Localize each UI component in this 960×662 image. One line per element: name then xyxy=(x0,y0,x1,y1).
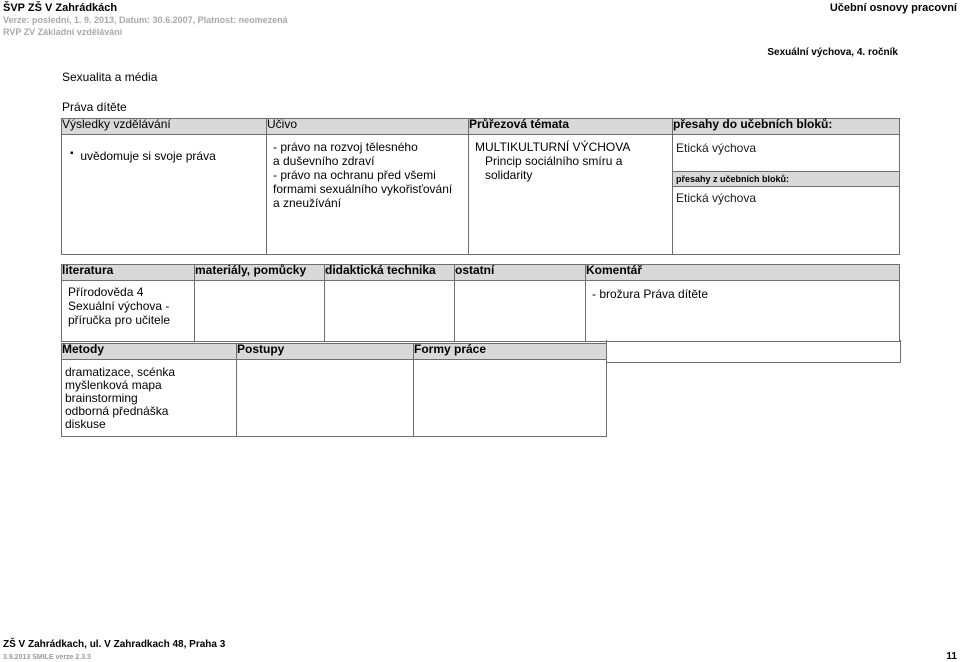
materials-cell xyxy=(195,281,325,342)
literature-line: příručka pro učitele xyxy=(68,313,171,327)
header-materials: materiály, pomůcky xyxy=(195,265,325,281)
work-forms-cell xyxy=(414,360,607,437)
header-outcomes: Výsledky vzdělávání xyxy=(62,119,267,135)
document-title: ŠVP ZŠ V Zahrádkách xyxy=(3,2,118,14)
header-overlaps-from: přesahy z učebních bloků: xyxy=(673,171,899,187)
bullet-icon: ▪ xyxy=(70,148,74,159)
outcome-cell xyxy=(62,135,267,255)
methods-cell xyxy=(62,360,237,437)
curriculum-cell xyxy=(267,135,469,255)
method-item: odborná přednáška xyxy=(65,404,169,418)
header-work-forms: Formy práce xyxy=(414,344,607,360)
header-literature: literatura xyxy=(62,265,195,281)
method-item: dramatizace, scénka xyxy=(65,365,176,379)
outcome-text: uvědomuje si svoje práva xyxy=(80,149,216,163)
method-item: brainstorming xyxy=(65,391,138,405)
topic-title: Práva dítěte xyxy=(62,100,127,114)
subject-grade: Sexuální výchova, 4. ročník xyxy=(767,47,898,58)
header-overlaps-to: přesahy do učebních bloků: xyxy=(673,119,900,135)
overlap-from-link[interactable]: Etická výchova xyxy=(676,191,757,205)
method-item: diskuse xyxy=(65,417,106,431)
curriculum-line: - právo na rozvoj tělesného xyxy=(273,140,418,154)
method-item: myšlenková mapa xyxy=(65,378,162,392)
comment-cell-extension xyxy=(606,340,901,363)
methods-table xyxy=(61,343,607,437)
section-title: Sexualita a média xyxy=(62,70,158,84)
cross-topics-cell xyxy=(469,135,673,255)
curriculum-line: a zneužívání xyxy=(273,196,342,210)
version-line: Verze: poslední, 1. 9. 2013, Datum: 30.6.2007, Platnost: neomezená xyxy=(3,15,288,25)
overlap-to-link[interactable]: Etická výchova xyxy=(676,141,757,155)
procedures-cell xyxy=(237,360,414,437)
cross-topic-item: solidarity xyxy=(485,168,533,182)
curriculum-line: formami sexuálního vykořisťování xyxy=(273,182,453,196)
comment-cell xyxy=(586,281,900,342)
page-number: 11 xyxy=(946,651,957,662)
resources-table xyxy=(61,264,900,342)
header-comment: Komentář xyxy=(586,265,900,281)
footer-school: ZŠ V Zahrádkach, ul. V Zahradkach 48, Praha 3 xyxy=(3,639,226,650)
header-curriculum: Učivo xyxy=(267,119,469,135)
outcomes-table xyxy=(61,118,900,255)
curriculum-line: - právo na ochranu před všemi xyxy=(273,168,436,182)
header-cross-topics: Průřezová témata xyxy=(469,119,673,135)
literature-line: Přírodověda 4 xyxy=(68,285,144,299)
literature-cell xyxy=(62,281,195,342)
curriculum-line: a duševního zdraví xyxy=(273,154,375,168)
didactic-tech-cell xyxy=(325,281,455,342)
document-type: Učební osnovy pracovní xyxy=(829,2,957,14)
header-didactic-tech: didaktická technika xyxy=(325,265,455,281)
header-procedures: Postupy xyxy=(237,344,414,360)
literature-line: Sexuální výchova - xyxy=(68,299,170,313)
overlaps-cell xyxy=(673,135,900,255)
cross-topic-title: MULTIKULTURNÍ VÝCHOVA xyxy=(475,140,631,154)
comment-text: - brožura Práva dítěte xyxy=(592,287,709,301)
rvp-line: RVP ZV Základní vzdělávání xyxy=(3,27,123,37)
cross-topic-item: Princip sociálního smíru a xyxy=(485,154,623,168)
header-methods: Metody xyxy=(62,344,237,360)
other-cell xyxy=(455,281,586,342)
footer-version: 3.9.2013 SMILE verze 2.3.3 xyxy=(3,654,91,661)
header-other: ostatní xyxy=(455,265,586,281)
